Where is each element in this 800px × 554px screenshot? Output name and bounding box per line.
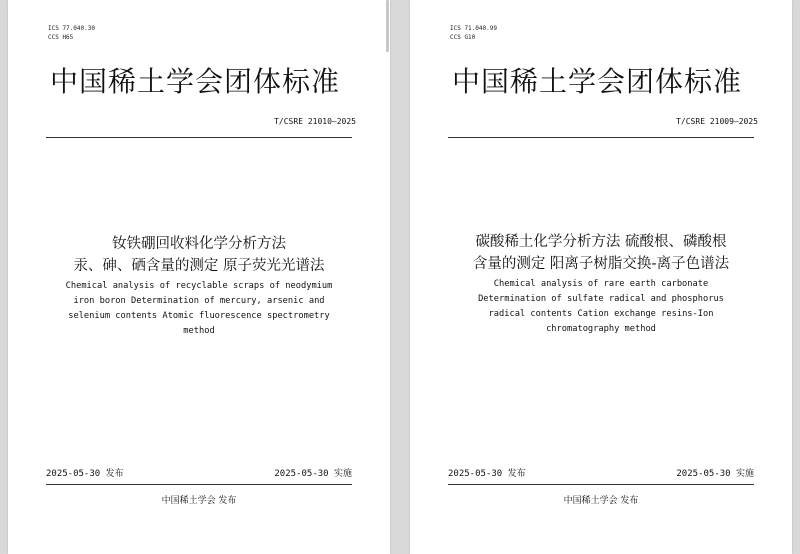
standard-title	[28, 233, 370, 339]
title-zh-line: 钕铁硼回收料化学分析方法	[112, 236, 286, 252]
release-date: 2025-05-30 发布	[448, 469, 526, 479]
top-divider	[46, 137, 352, 138]
title-en-line: Chemical analysis of recyclable scraps of neodymium	[65, 281, 333, 291]
title-en-line: iron boron Determination of mercury, arsenic and	[73, 296, 325, 306]
standard-cover-left	[8, 0, 390, 554]
classification-codes	[450, 24, 497, 42]
bottom-divider	[448, 484, 754, 485]
organization-title: 中国稀土学会团体标准	[50, 65, 341, 98]
title-en-line: radical contents Cation exchange resins-Ion	[488, 309, 714, 319]
title-en-line: method	[183, 326, 215, 336]
title-en-line: chromatography method	[546, 324, 656, 334]
organization-title: 中国稀土学会团体标准	[452, 65, 743, 98]
standard-number: T/CSRE 21010—2025	[274, 117, 356, 126]
classification-codes	[48, 24, 95, 42]
ccs-code: CCS H65	[48, 34, 74, 41]
title-en-line: Determination of sulfate radical and phosphorus	[478, 294, 724, 304]
title-zh-line: 碳酸稀土化学分析方法 硫酸根、磷酸根	[475, 234, 727, 250]
bottom-divider	[46, 484, 352, 485]
title-en-line: selenium contents Atomic fluorescence spectrometry	[68, 311, 330, 321]
top-divider	[448, 137, 754, 138]
implementation-date: 2025-05-30 实施	[676, 469, 754, 479]
ics-code: ICS 71.040.99	[450, 25, 497, 32]
title-zh-line: 汞、砷、硒含量的测定 原子荧光光谱法	[73, 258, 325, 274]
ics-code: ICS 77.040.30	[48, 25, 95, 32]
implementation-date: 2025-05-30 实施	[274, 469, 352, 479]
scrollbar-thumb[interactable]	[386, 0, 389, 52]
standard-cover-right	[410, 0, 792, 554]
ccs-code: CCS G10	[450, 34, 476, 41]
publisher: 中国稀土学会 发布	[563, 496, 639, 506]
publisher: 中国稀土学会 发布	[161, 496, 237, 506]
standard-number: T/CSRE 21009—2025	[676, 117, 758, 126]
title-en-line: Chemical analysis of rare earth carbonate	[493, 279, 709, 289]
title-zh-line: 含量的测定 阳离子树脂交换-离子色谱法	[472, 256, 730, 272]
release-date: 2025-05-30 发布	[46, 469, 124, 479]
standard-title	[430, 231, 772, 337]
